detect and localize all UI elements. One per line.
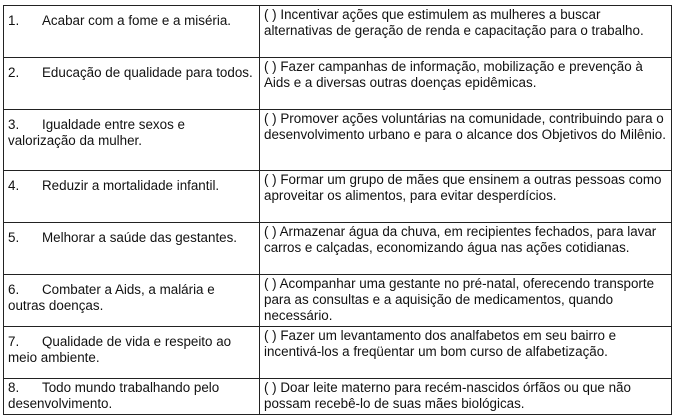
goal-text: Reduzir a mortalidade infantil. — [42, 178, 220, 193]
goals-matching-table — [3, 5, 672, 415]
goal-text: Melhorar a saúde das gestantes. — [42, 230, 238, 245]
goal-text: Educação de qualidade para todos. — [42, 65, 253, 80]
goal-text: Qualidade de vida e respeito ao meio ambiente. — [8, 334, 232, 366]
goal-text: Todo mundo trabalhando pelo desenvolvimento. — [8, 380, 220, 412]
goal-number: 6. — [8, 282, 20, 297]
table-row — [4, 110, 672, 171]
goal-cell — [4, 58, 260, 110]
goal-cell — [4, 110, 260, 171]
goal-cell — [4, 171, 260, 223]
action-cell[interactable]: ( ) Doar leite materno para recém-nascidos órfãos ou que não possam recebê-lo de suas mães biológicas. — [260, 379, 672, 415]
table-row — [4, 223, 672, 275]
goal-cell — [4, 275, 260, 327]
action-cell[interactable]: ( ) Fazer um levantamento dos analfabetos em seu bairro e incentivá-los a freqüentar um bom curso de alfabetização. — [260, 327, 672, 379]
table-row — [4, 171, 672, 223]
action-cell[interactable]: ( ) Promover ações voluntárias na comunidade, contribuindo para o desenvolvimento urbano e para o alcance dos Objetivos do Milênio. — [260, 110, 672, 171]
goal-text: Acabar com a fome e a miséria. — [42, 13, 232, 28]
goal-cell — [4, 223, 260, 275]
goal-cell — [4, 327, 260, 379]
table-row — [4, 275, 672, 327]
goal-cell — [4, 6, 260, 58]
action-cell[interactable]: ( ) Incentivar ações que estimulem as mulheres a buscar alternativas de geração de renda e capacitação para o trabalho. — [260, 6, 672, 58]
action-cell[interactable]: ( ) Fazer campanhas de informação, mobilização e prevenção à Aids e a diversas outras doenças epidêmicas. — [260, 58, 672, 110]
table-row — [4, 58, 672, 110]
goal-number: 1. — [8, 13, 20, 28]
goal-text: Igualdade entre sexos e valorização da mulher. — [8, 117, 185, 149]
table-row — [4, 327, 672, 379]
action-cell[interactable]: ( ) Armazenar água da chuva, em recipientes fechados, para lavar carros e calçadas, economizando água nas ações cotidianas. — [260, 223, 672, 275]
action-cell[interactable]: ( ) Formar um grupo de mães que ensinem a outras pessoas como aproveitar os alimentos, para evitar desperdícios. — [260, 171, 672, 223]
goal-cell — [4, 379, 260, 415]
table-row — [4, 379, 672, 415]
goal-number: 7. — [8, 334, 20, 349]
goal-number: 2. — [8, 65, 20, 80]
goal-number: 4. — [8, 178, 20, 193]
goal-text: Combater a Aids, a malária e outras doenças. — [8, 282, 215, 314]
table-row — [4, 6, 672, 58]
goal-number: 5. — [8, 230, 20, 245]
goal-number: 3. — [8, 117, 20, 132]
goal-number: 8. — [8, 380, 20, 395]
action-cell[interactable]: ( ) Acompanhar uma gestante no pré-natal, oferecendo transporte para as consultas e a aquisição de medicamentos, quando necessário. — [260, 275, 672, 327]
